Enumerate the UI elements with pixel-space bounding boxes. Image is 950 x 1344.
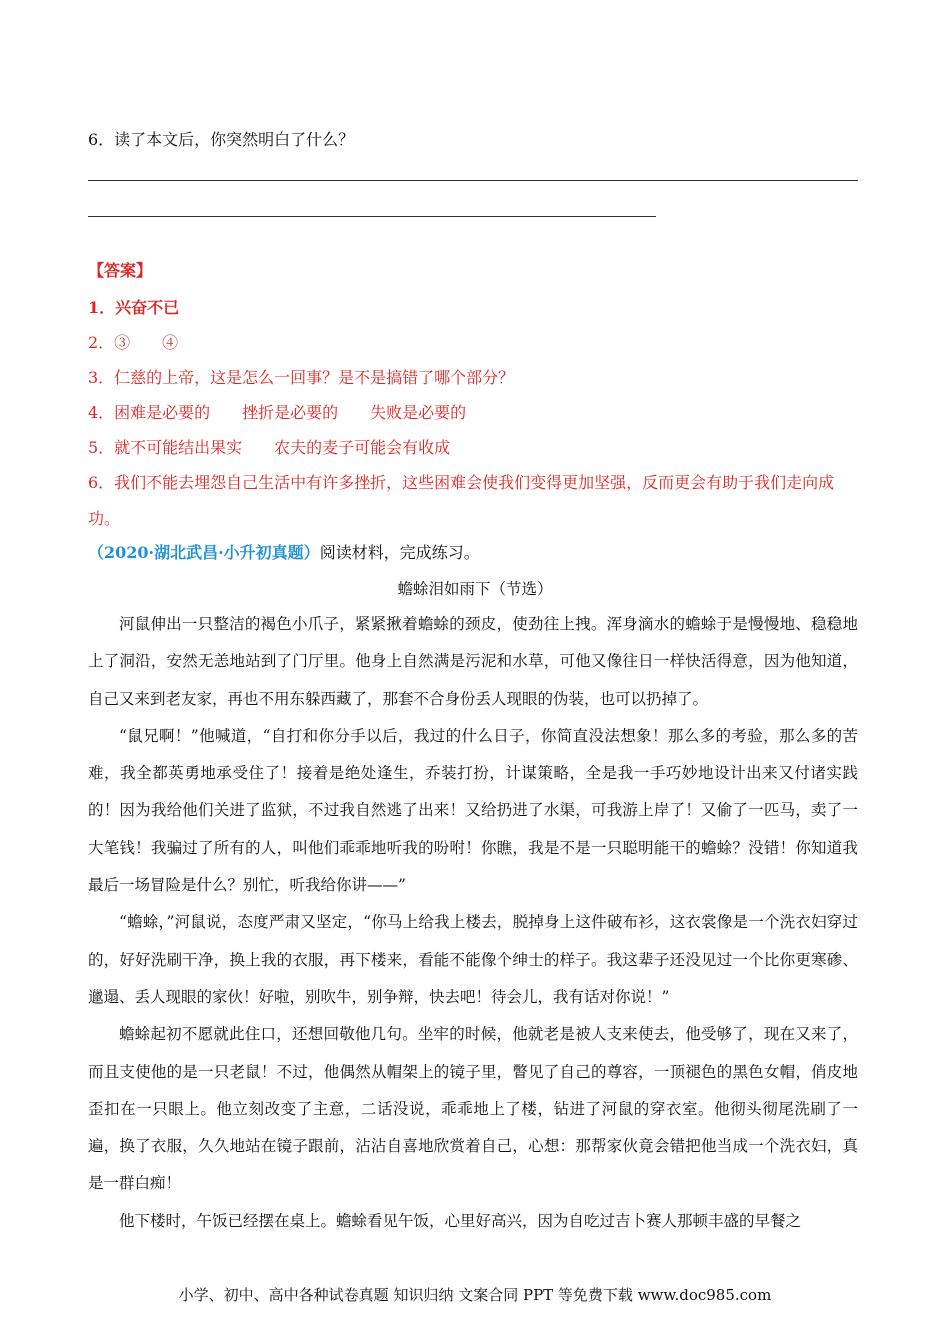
article-paragraph: 河鼠伸出一只整洁的褐色小爪子，紧紧揪着蟾蜍的颈皮，使劲往上拽。浑身滴水的蟾蜍于是慢慢地、稳稳地上了洞沿，安然无恙地站到了门厅里。他身上自然满是污泥和水草，可他又像往日一样快活得意，因为他知道，自己又来到老友家，再也不用东躲西藏了，那套不合身份丢人现眼的伪装，也可以扔掉了。 bbox=[88, 615, 858, 708]
article-paragraph: 蟾蜍起初不愿就此住口，还想回敬他几句。坐牢的时候，他就老是被人支来使去，他受够了，现在又来了，而且支使他的是一只老鼠！不过，他偶然从帽架上的镜子里，瞥见了自己的尊容，一顶褪色的黑色女帽，俏皮地歪扣在一只眼上。他立刻改变了主意，二话没说，乖乖地上了楼，钻进了河鼠的穿衣室。他彻头彻尾洗刷了一遍，换了衣服，久久地站在镜子跟前，沾沾自喜地欣赏着自己，心想：那帮家伙竟会错把他当成一个洗衣妇，真是一群白痴！ bbox=[88, 1025, 858, 1193]
article-title: 蟾蜍泪如雨下（节选） bbox=[397, 580, 553, 598]
answer-2: 2．③ ④ bbox=[88, 333, 179, 352]
source-tag: （2020·湖北武昌·小升初真题） bbox=[88, 543, 320, 562]
answer-3: 3．仁慈的上帝，这是怎么一回事？是不是搞错了哪个部分？ bbox=[88, 368, 515, 387]
answer-title: 【答案】 bbox=[88, 261, 153, 280]
answer-blank-line-1[interactable] bbox=[88, 180, 858, 181]
article-paragraph: “蟾蜍，”河鼠说，态度严肃又坚定，“你马上给我上楼去，脱掉身上这件破布衫，这衣裳像是一个洗衣妇穿过的，好好洗刷干净，换上我的衣服，再下楼来，看能不能像个绅士的样子。我这辈子还没见过一个比你更寒碜、邋遢、丢人现眼的家伙！好啦，别吹牛，别争辩，快去吧！待会儿，我有话对你说！” bbox=[88, 913, 858, 1006]
article-body bbox=[88, 606, 858, 1240]
question-6: 6．读了本文后，你突然明白了什么？ bbox=[88, 130, 355, 149]
article-paragraph: “鼠兄啊！”他喊道，“自打和你分手以后，我过的什么日子，你简直没法想象！那么多的考验，那么多的苦难，我全都英勇地承受住了！接着是绝处逢生，乔装打扮，计谋策略，全是我一手巧妙地设计出来又付诸实践的！因为我给他们关进了监狱，不过我自然逃了出来！又给扔进了水渠，可我游上岸了！又偷了一匹马，卖了一大笔钱！我骗过了所有的人，叫他们乖乖地听我的吩咐！你瞧，我是不是一只聪明能干的蟾蜍？没错！你知道我最后一场冒险是什么？别忙，听我给你讲——” bbox=[88, 726, 858, 895]
answer-5: 5．就不可能结出果实 农夫的麦子可能会有收成 bbox=[88, 438, 451, 457]
answer-1: 1．兴奋不已 bbox=[88, 298, 180, 317]
article-paragraph: 他下楼时，午饭已经摆在桌上。蟾蜍看见午饭，心里好高兴，因为自吃过吉卜赛人那顿丰盛的早餐之 bbox=[119, 1211, 802, 1230]
answer-4: 4．困难是必要的 挫折是必要的 失败是必要的 bbox=[88, 403, 467, 422]
source-line bbox=[88, 540, 480, 563]
answer-blank-line-2[interactable] bbox=[88, 216, 656, 217]
page-footer: 小学、初中、高中各种试卷真题 知识归纳 文案合同 PPT 等免费下载 www.doc985.com bbox=[178, 1286, 772, 1304]
answer-section bbox=[88, 258, 858, 537]
answer-6: 6．我们不能去埋怨自己生活中有许多挫折，这些困难会使我们变得更加坚强，反而更会有助于我们走向成功。 bbox=[88, 473, 835, 528]
source-instruction: 阅读材料，完成练习。 bbox=[319, 543, 480, 562]
